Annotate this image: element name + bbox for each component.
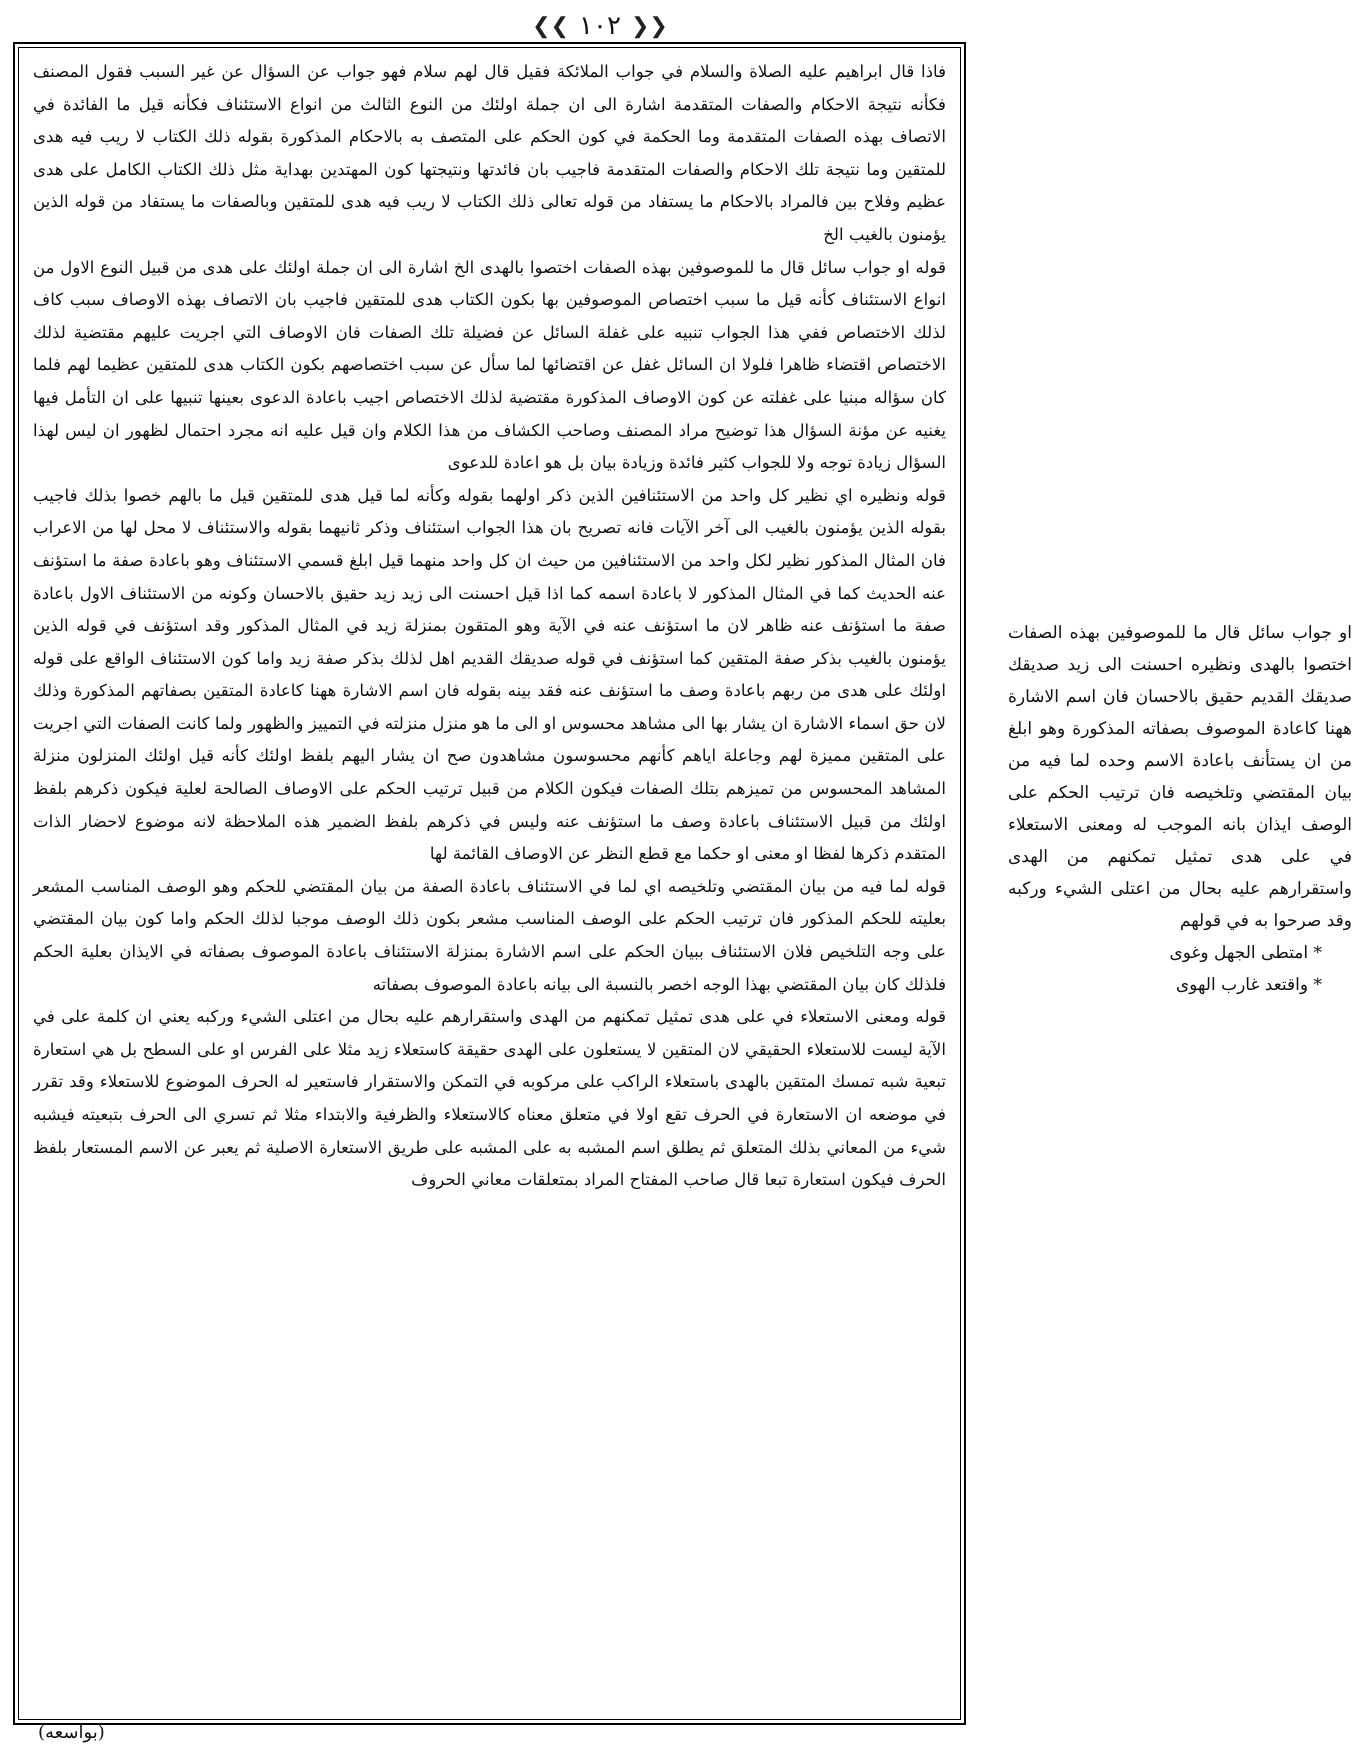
right-ornament-icon: ❯❯ xyxy=(630,13,668,39)
paragraph-1: فاذا قال ابراهيم عليه الصلاة والسلام في جواب الملائكة فقيل قال لهم سلام فهو جواب عن السؤال عن غير السبب فقول المصنف فكأنه نتيجة الاحكام والصفات المتقدمة اشارة الى ان جملة اولئك من النوع الثالث من انواع الاستئناف فكأنه قيل ما الفائدة في الاتصاف بهذه الصفات المتقدمة وما الحكمة في كون الحكم على المتصف به بالاحكام المذكورة بقوله ذلك الكتاب لا ريب فيه هدى للمتقين وما نتيجة تلك الاحكام والصفات المتقدمة فاجيب بان فائدتها ونتيجتها كون المهتدين بهداية مثل ذلك الكتاب الكامل على هدى عظيم وفلاح بين فالمراد بالاحكام ما يستفاد من قوله تعالى ذلك الكتاب لا ريب فيه هدى للمتقين وبالصفات ما يستفاد من قوله الذين يؤمنون بالغيب الخ xyxy=(33,62,946,244)
left-ornament-icon: ❮❮ xyxy=(532,13,570,39)
paragraph-5: قوله ومعنى الاستعلاء في على هدى تمثيل تمكنهم من الهدى واستقرارهم عليه بحال من اعتلى الشيء وركبه يعني ان كلمة على في الآية ليست للاستعلاء الحقيقي لان المتقين لا يستعلون على الهدى حقيقة كاستعلاء زيد مثلا على الفرس او على السطح بل هي استعارة تبعية شبه تمسك المتقين بالهدى باستعلاء الراكب على مركوبه في التمكن والاستقرار فاستعير له الحرف الموضوع للاستعلاء وقد تقرر في موضعه ان الاستعارة في الحرف تقع اولا في متعلق معناه كالاستعلاء والظرفية والابتداء مثلا ثم تسري الى الحرف بتبعيته فيشبه شيء من المعاني بذلك المتعلق ثم يطلق اسم المشبه به على المشبه على طريق الاستعارة الاصلية ثم يعبر عن الاسم المستعار بلفظ الحرف فيكون استعارة تبعا قال صاحب المفتاح المراد بمتعلقات معاني الحروف xyxy=(33,1007,946,1190)
main-text-frame xyxy=(13,42,966,1725)
margin-base-text xyxy=(1008,617,1352,1001)
margin-verse-1: * امتطى الجهل وغوى xyxy=(1169,943,1322,963)
catchword: (بواسعه) xyxy=(38,1722,105,1743)
main-commentary-text xyxy=(33,56,946,1197)
page-header xyxy=(500,6,700,46)
margin-verse-2: * واقتعد غارب الهوى xyxy=(1175,975,1322,995)
page-number: ١٠٢ xyxy=(579,11,621,41)
main-text-inner-border xyxy=(18,47,961,1720)
paragraph-4: قوله لما فيه من بيان المقتضي وتلخيصه اي لما في الاستئناف باعادة الصفة من بيان المقتضي للحكم وهو الوصف المناسب المشعر بعليته للحكم المذكور فان ترتيب الحكم على الوصف المناسب مشعر بكون ذلك الوصف موجبا لذلك الحكم واما كون بيان المقتضي على وجه التلخيص فلان الاستئناف ببيان الحكم على اسم الاشارة بمنزلة الاستئناف باعادة الموصوف بصفاته في الايذان بعلية الحكم فلذلك كان بيان المقتضي بهذا الوجه اخصر بالنسبة الى بيانه باعادة الموصوف بصفاته xyxy=(33,876,946,994)
paragraph-2: قوله او جواب سائل قال ما للموصوفين بهذه الصفات اختصوا بالهدى الخ اشارة الى ان جملة اولئك على هدى من قبيل النوع الاول من انواع الاستئناف كأنه قيل ما سبب اختصاص الموصوفين بها بكون الكتاب هدى للمتقين فاجيب بان الاتصاف بهذه الاوصاف سبب كاف لذلك الاختصاص ففي هذا الجواب تنبيه على غفلة السائل عن فضيلة تلك الصفات فان الاوصاف التي اجريت عليهم مقتضية لذلك الاختصاص اقتضاء ظاهرا فلولا ان السائل غفل عن اقتضائها لما سأل عن سبب اختصاصهم بكون الكتاب هدى للمتقين عظيما لهم فلما كان سؤاله مبنيا على غفلته عن كون الاوصاف المذكورة مقتضية لذلك الاختصاص اجيب باعادة الدعوى بعينها تنبيها على ان التأمل فيها يغنيه عن مؤنة السؤال هذا توضيح مراد المصنف وصاحب الكشاف من هذا الكلام وان قيل عليه انه مجرد احتمال لظهور ان ليس لهذا السؤال زيادة توجه ولا للجواب كثير فائدة وزيادة بيان بل هو اعادة للدعوى xyxy=(33,257,946,473)
paragraph-3: قوله ونظيره اي نظير كل واحد من الاستئنافين الذين ذكر اولهما بقوله وكأنه لما قيل هدى للمتقين قيل ما بالهم خصوا بذلك فاجيب بقوله الذين يؤمنون بالغيب الى آخر الآيات فانه تصريح بان هذا الجواب استئناف وذكر ثانيهما بقوله والاستئناف لا محل لها من الاعراب فان المثال المذكور نظير لكل واحد من الاستئنافين من حيث ان كل واحد منهما قيل ابلغ قسمي الاستئناف وهو باعادة صفة ما استؤنف عنه الحديث كما في المثال المذكور لا باعادة اسمه كما اذا قيل احسنت الى زيد زيد حقيق بالاحسان وكونه من الاستئناف الاول باعادة صفة ما استؤنف عنه ظاهر لان ما استؤنف عنه في الآية وهو المتقون بمنزلة زيد في المثال المذكور وقد استؤنف في قوله الذين يؤمنون بالغيب بذكر صفة المتقين كما استؤنف في قوله صديقك القديم اهل لذلك بذكر صفة زيد واما كون الاستئناف الواقع على قوله اولئك على هدى من ربهم باعادة وصف ما استؤنف عنه فقد بينه بقوله فان اسم الاشارة ههنا كاعادة المتقين بصفاتهم المذكورة وذلك لان حق اسماء الاشارة ان يشار بها الى مشاهد محسوس او الى ما هو منزل منزلته في التمييز والظهور ولما كانت الصفات التي اجريت على المتقين مميزة لهم وجاعلة اياهم كأنهم محسوسون مشاهدون صح ان يشار اليهم بلفظ اولئك كأنه قيل اولئك المنزلون منزلة المشاهد المحسوس من تميزهم بتلك الصفات فيكون الكلام من قبيل ترتيب الحكم على الاوصاف الصالحة لعلية فيكون ذكرهم بلفظ اولئك من قبيل الاستئناف باعادة وصف ما استؤنف عنه وليس في ذكرهم بلفظ الضمير هذه الملاحظة لانه موضوع لاحضار الذات المتقدم ذكرها لفظا او معنى او حكما مع قطع النظر عن الاوصاف القائمة لها xyxy=(33,485,946,864)
margin-text: او جواب سائل قال ما للموصوفين بهذه الصفات اختصوا بالهدى ونظيره احسنت الى زيد صديقك صديقك القديم حقيق بالاحسان فان اسم الاشارة ههنا كاعادة الموصوف بصفاته المذكورة وهو ابلغ من ان يستأنف باعادة الاسم وحده لما فيه من بيان المقتضي وتلخيصه فان ترتيب الحكم على الوصف ايذان بانه الموجب له ومعنى الاستعلاء في على هدى تمثيل تمكنهم من الهدى واستقرارهم عليه بحال من اعتلى الشيء وركبه وقد صرحوا به في قولهم xyxy=(1008,623,1352,931)
